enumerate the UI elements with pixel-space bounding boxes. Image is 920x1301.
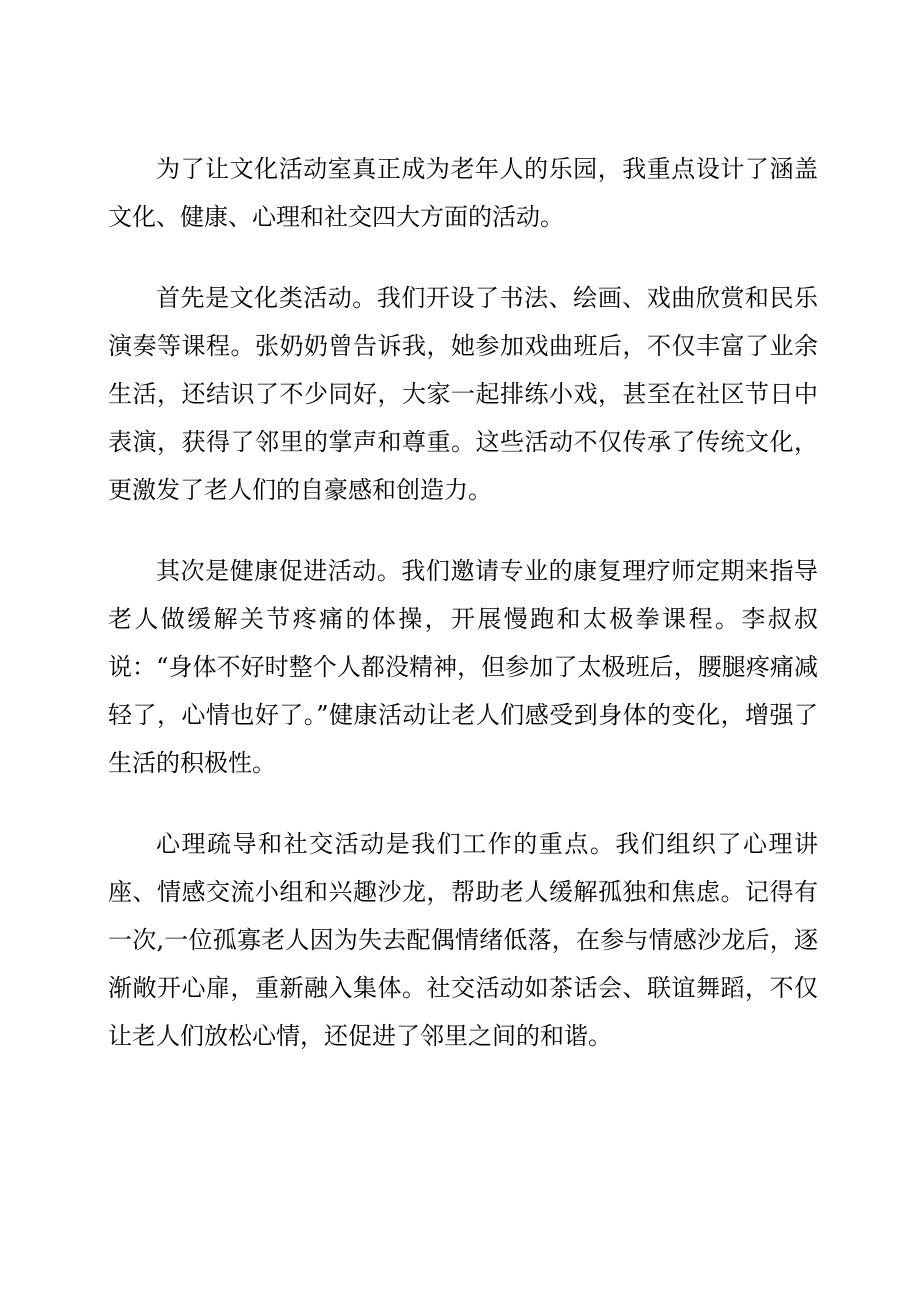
paragraph-health: 其次是健康促进活动。我们邀请专业的康复理疗师定期来指导老人做缓解关节疼痛的体操，开展慢跑和太极拳课程。李叔叔说：“身体不好时整个人都没精神，但参加了太极班后，腰腿疼痛减轻了，心情也好了。”健康活动让老人们感受到身体的变化，增强了生活的积极性。 xyxy=(108,557,818,777)
paragraph-psychology-social: 心理疏导和社交活动是我们工作的重点。我们组织了心理讲座、情感交流小组和兴趣沙龙，帮助老人缓解孤独和焦虑。记得有一次,一位孤寡老人因为失去配偶情绪低落，在参与情感沙龙后，逐渐敞开心扉，重新融入集体。社交活动如茶话会、联谊舞蹈，不仅让老人们放松心情，还促进了邻里之间的和谐。 xyxy=(108,830,818,1050)
paragraph-intro: 为了让文化活动室真正成为老年人的乐园，我重点设计了涵盖文化、健康、心理和社交四大方面的活动。 xyxy=(108,155,818,231)
document-page xyxy=(108,145,818,1093)
paragraph-culture: 首先是文化类活动。我们开设了书法、绘画、戏曲欣赏和民乐演奏等课程。张奶奶曾告诉我，她参加戏曲班后，不仅丰富了业余生活，还结识了不少同好，大家一起排练小戏，甚至在社区节日中表演，获得了邻里的掌声和尊重。这些活动不仅传承了传统文化，更激发了老人们的自豪感和创造力。 xyxy=(108,284,818,504)
